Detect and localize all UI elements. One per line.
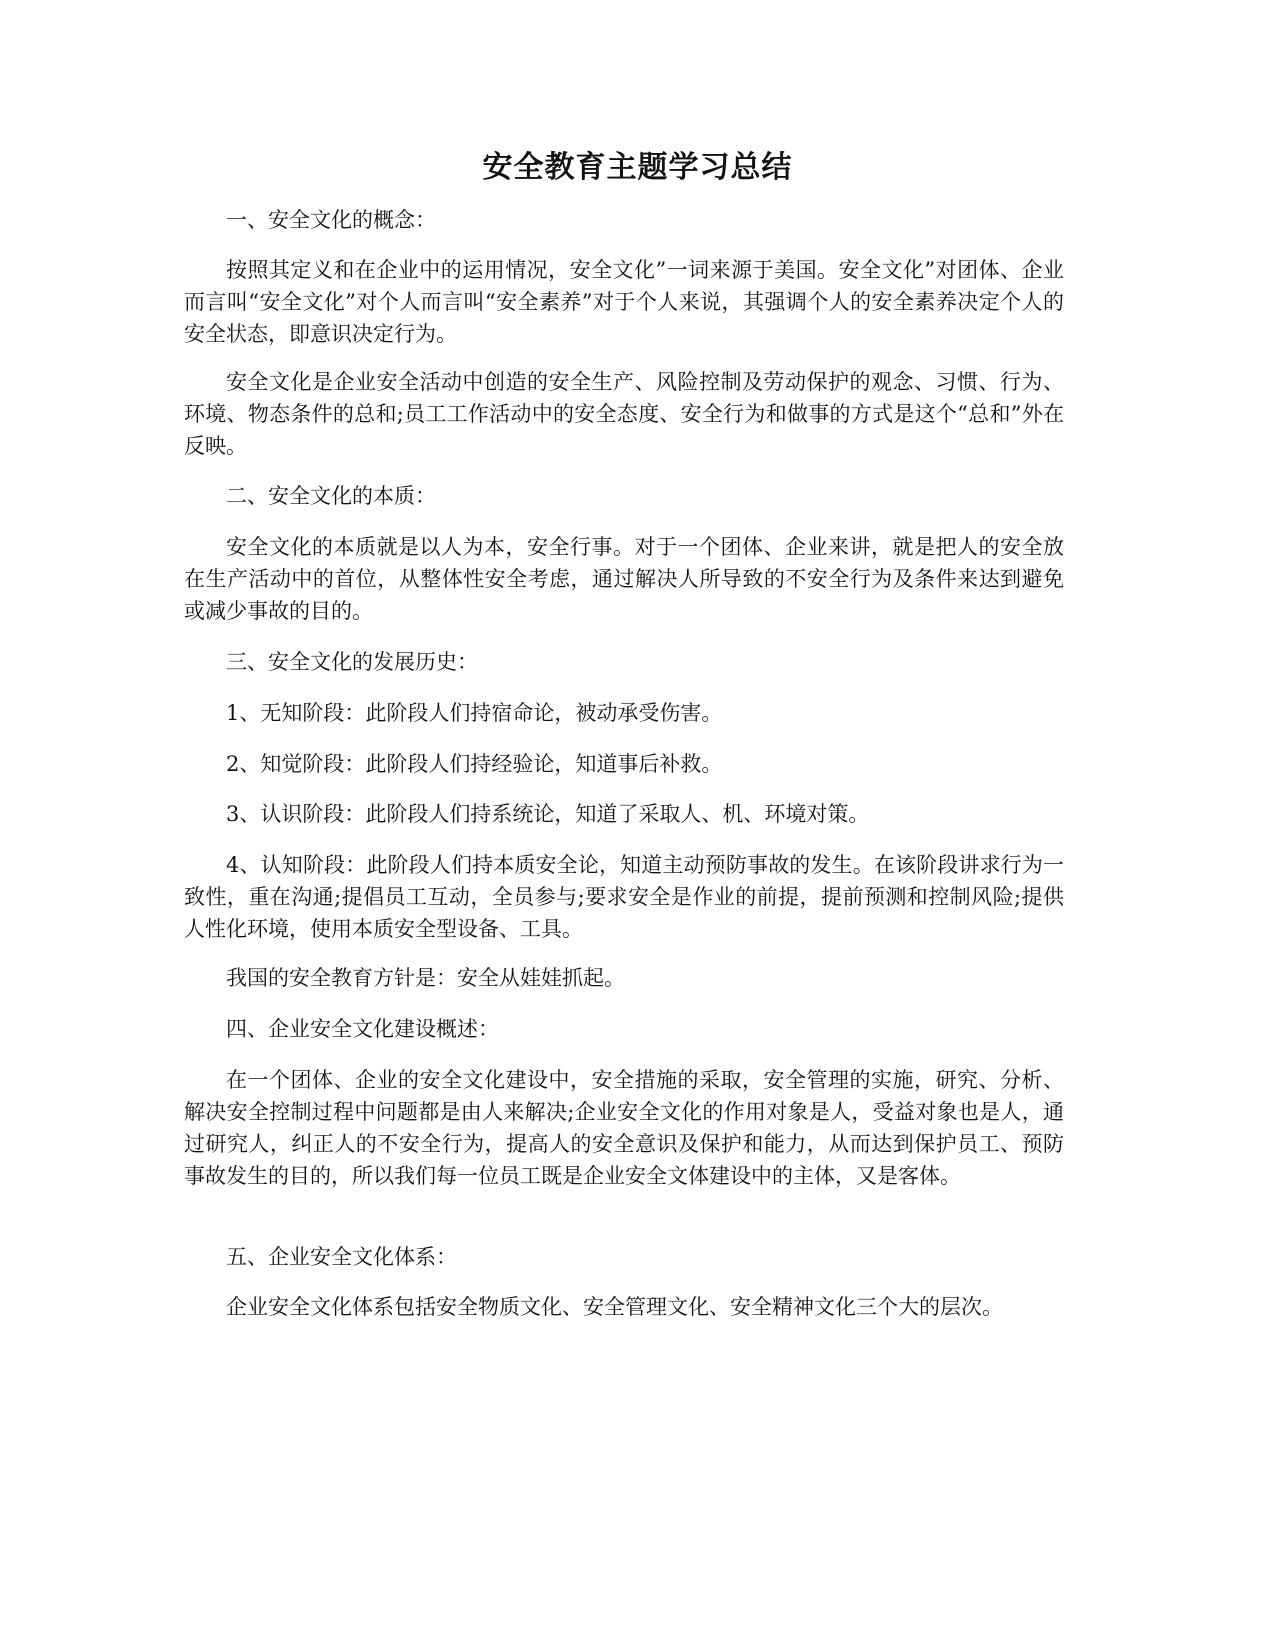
paragraph-essence: 安全文化的本质就是以人为本，安全行事。对于一个团体、企业来讲，就是把人的安全放在生产活动中的首位，从整体性安全考虑，通过解决人所导致的不安全行为及条件来达到避免或减少事故的目的。 (184, 535, 1064, 623)
section-heading-3: 三、安全文化的发展历史： (226, 650, 478, 674)
section-heading-4: 四、企业安全文化建设概述： (226, 1017, 499, 1041)
section-heading-5: 五、企业安全文化体系： (226, 1245, 457, 1269)
history-stage-2: 2、知觉阶段：此阶段人们持经验论，知道事后补救。 (226, 752, 723, 776)
history-stage-3: 3、认识阶段：此阶段人们持系统论，知道了采取人、机、环境对策。 (226, 802, 870, 826)
paragraph-culture-system: 企业安全文化体系包括安全物质文化、安全管理文化、安全精神文化三个大的层次。 (226, 1295, 1003, 1319)
paragraph-education-policy: 我国的安全教育方针是：安全从娃娃抓起。 (226, 966, 625, 990)
history-stage-4: 4、认知阶段：此阶段人们持本质安全论，知道主动预防事故的发生。在该阶段讲求行为一致性，重在沟通;提倡员工互动，全员参与;要求安全是作业的前提，提前预测和控制风险;提供人性化环境，使用本质安全型设备、工具。 (184, 853, 1064, 941)
paragraph-concept-definition: 安全文化是企业安全活动中创造的安全生产、风险控制及劳动保护的观念、习惯、行为、环境、物态条件的总和;员工工作活动中的安全态度、安全行为和做事的方式是这个“总和”外在反映。 (184, 370, 1064, 458)
paragraph-concept-origin: 按照其定义和在企业中的运用情况，安全文化”一词来源于美国。安全文化”对团体、企业而言叫“安全文化”对个人而言叫“安全素养”对于个人来说，其强调个人的安全素养决定个人的安全状态，即意识决定行为。 (184, 258, 1064, 346)
document-title: 安全教育主题学习总结 (482, 150, 793, 185)
section-heading-2: 二、安全文化的本质： (226, 484, 436, 508)
history-stage-1: 1、无知阶段：此阶段人们持宿命论，被动承受伤害。 (226, 701, 723, 725)
section-heading-1: 一、安全文化的概念： (226, 208, 436, 232)
paragraph-construction-overview: 在一个团体、企业的安全文化建设中，安全措施的采取，安全管理的实施，研究、分析、解决安全控制过程中问题都是由人来解决;企业安全文化的作用对象是人，受益对象也是人，通过研究人，纠正人的不安全行为，提高人的安全意识及保护和能力，从而达到保护员工、预防事故发生的目的，所以我们每一位员工既是企业安全文体建设中的主体，又是客体。 (184, 1068, 1064, 1188)
